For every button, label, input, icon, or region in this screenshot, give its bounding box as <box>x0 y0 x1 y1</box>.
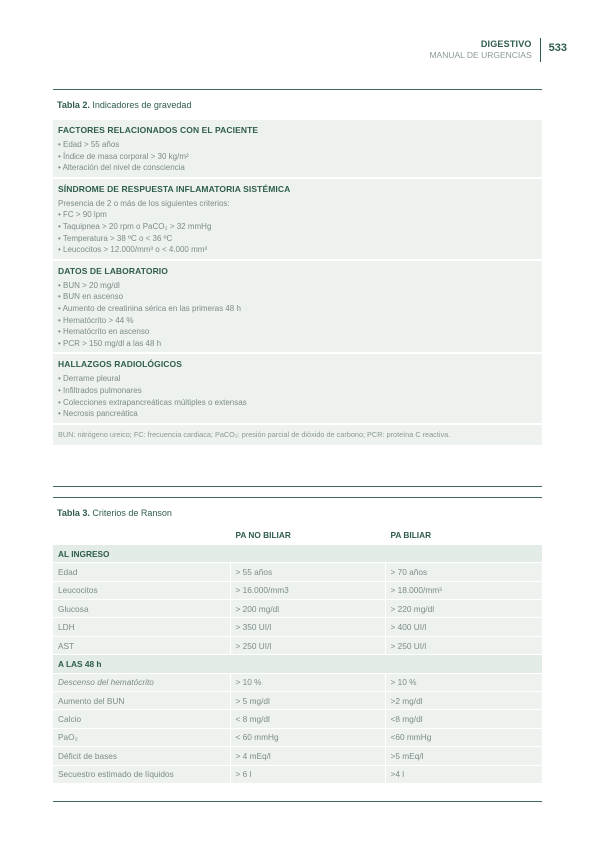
table2-title <box>57 100 191 110</box>
criteria-item: • Necrosis pancreática <box>58 409 138 419</box>
header-subtitle: MANUAL DE URGENCIAS <box>429 50 532 60</box>
table-cell: > 400 UI/l <box>385 618 542 636</box>
criteria-item: • Alteración del nivel de consciencia <box>58 163 185 173</box>
table-cell: > 70 años <box>385 563 542 581</box>
table2-top-rule <box>53 89 542 90</box>
table-cell: > 220 mg/dl <box>385 600 542 618</box>
table-cell: < 8 mg/dl <box>230 710 385 728</box>
table-cell: > 250 UI/l <box>230 636 385 654</box>
table-cell: AST <box>53 636 230 654</box>
table-cell: Descenso del hematócrito <box>53 673 230 691</box>
criteria-block-heading: FACTORES RELACIONADOS CON EL PACIENTE <box>58 125 259 135</box>
page-number: 533 <box>548 42 567 54</box>
table-cell: < 60 mmHg <box>230 728 385 746</box>
criteria-item: • Aumento de creatinina sérica en las primeras 48 h <box>58 303 241 313</box>
table3-title-text: Criterios de Ranson <box>92 508 172 518</box>
table3-section-label: A LAS 48 h <box>53 655 542 673</box>
table-cell: <60 mmHg <box>385 728 542 746</box>
table-cell: > 5 mg/dl <box>230 692 385 710</box>
table-row <box>53 728 542 746</box>
table2-body <box>53 120 542 445</box>
criteria-item: • Edad > 55 años <box>58 140 120 149</box>
table3-label: Tabla 3. <box>57 508 90 518</box>
table-row <box>53 765 542 783</box>
table-cell: Déficit de bases <box>53 747 230 765</box>
criteria-item: • Leucocitos > 12.000/mm³ o < 4.000 mm³ <box>58 245 208 255</box>
criteria-item: • BUN en ascenso <box>58 292 124 302</box>
criteria-block-heading: SÍNDROME DE RESPUESTA INFLAMATORIA SISTÉMICA <box>58 183 291 194</box>
table-cell: >2 mg/dl <box>385 692 542 710</box>
criteria-item: • Temperatura > 38 ºC o < 36 ºC <box>58 233 173 243</box>
header-section: DIGESTIVO <box>480 39 532 49</box>
table-cell: Leucocitos <box>53 581 230 599</box>
criteria-block <box>53 120 542 179</box>
table3-section-label: AL INGRESO <box>53 544 542 562</box>
table-cell: >4 l <box>385 765 542 783</box>
table2-label: Tabla 2. <box>57 100 90 110</box>
criteria-item: • PCR > 150 mg/dl a las 48 h <box>58 338 162 348</box>
table-cell: > 10 % <box>230 673 385 691</box>
table-row <box>53 581 542 599</box>
table3 <box>53 526 542 784</box>
criteria-block <box>53 261 542 355</box>
header-text <box>429 38 531 61</box>
table-row <box>53 747 542 765</box>
table3-col-header: PA NO BILIAR <box>230 526 385 544</box>
criteria-item: • Hematócrito en ascenso <box>58 327 150 337</box>
table-cell: > 4 mEq/l <box>230 747 385 765</box>
table-cell: Secuestro estimado de líquidos <box>53 765 230 783</box>
table-cell: > 6 l <box>230 765 385 783</box>
criteria-item: • Hematócrito > 44 % <box>58 315 134 325</box>
table-cell: > 16.000/mm3 <box>230 581 385 599</box>
criteria-item: • FC > 90 lpm <box>58 210 107 220</box>
criteria-item: Presencia de 2 o más de los siguientes criterios: <box>58 198 230 208</box>
table3-header-row <box>53 526 542 544</box>
table-cell: Glucosa <box>53 600 230 618</box>
table-cell: PaO₂ <box>53 728 230 746</box>
table-row <box>53 673 542 691</box>
table-row <box>53 636 542 654</box>
table2-bottom-rule <box>53 486 542 487</box>
table-cell: > 350 UI/l <box>230 618 385 636</box>
table3-section-row <box>53 544 542 562</box>
criteria-block-heading: HALLAZGOS RADIOLÓGICOS <box>58 359 183 370</box>
table-cell: > 250 UI/l <box>385 636 542 654</box>
criteria-block-heading: DATOS DE LABORATORIO <box>58 265 168 276</box>
page-header <box>429 38 567 62</box>
table2-footnote: BUN: nitrógeno ureico; FC: frecuencia cardiaca; PaCO₂: presión parcial de dióxido de carbono; PCR: proteína C reactiva. <box>53 425 542 445</box>
table-cell: > 10 % <box>385 673 542 691</box>
criteria-item: • Infiltrados pulmonares <box>58 385 142 395</box>
criteria-item: • Colecciones extrapancreáticas múltiples o extensas <box>58 397 247 407</box>
table3-section-row <box>53 655 542 673</box>
table-cell: LDH <box>53 618 230 636</box>
table3-top-rule <box>53 497 542 498</box>
table-row <box>53 600 542 618</box>
table3-bottom-rule <box>53 801 542 802</box>
table-cell: Edad <box>53 563 230 581</box>
table-row <box>53 618 542 636</box>
table-cell: > 18.000/mm³ <box>385 581 542 599</box>
table3-title <box>57 508 172 518</box>
criteria-item: • BUN > 20 mg/dl <box>58 280 120 290</box>
table-row <box>53 710 542 728</box>
criteria-block <box>53 354 542 424</box>
criteria-item: • Derrame pleural <box>58 374 121 384</box>
table-cell: > 200 mg/dl <box>230 600 385 618</box>
table-cell: Aumento del BUN <box>53 692 230 710</box>
table3-col-header: PA BILIAR <box>385 526 542 544</box>
table-row <box>53 563 542 581</box>
criteria-item: • Taquipnea > 20 rpm o PaCO₂ > 32 mmHg <box>58 221 212 231</box>
criteria-item: • Índice de masa corporal > 30 kg/m² <box>58 151 189 161</box>
table2-title-text: Indicadores de gravedad <box>92 100 192 110</box>
table-cell: Calcio <box>53 710 230 728</box>
table3-col-header <box>53 526 230 544</box>
table-cell: > 55 años <box>230 563 385 581</box>
table-row <box>53 692 542 710</box>
table-cell: >5 mEq/l <box>385 747 542 765</box>
header-divider <box>540 38 541 62</box>
criteria-block <box>53 179 542 261</box>
table-cell: <8 mg/dl <box>385 710 542 728</box>
